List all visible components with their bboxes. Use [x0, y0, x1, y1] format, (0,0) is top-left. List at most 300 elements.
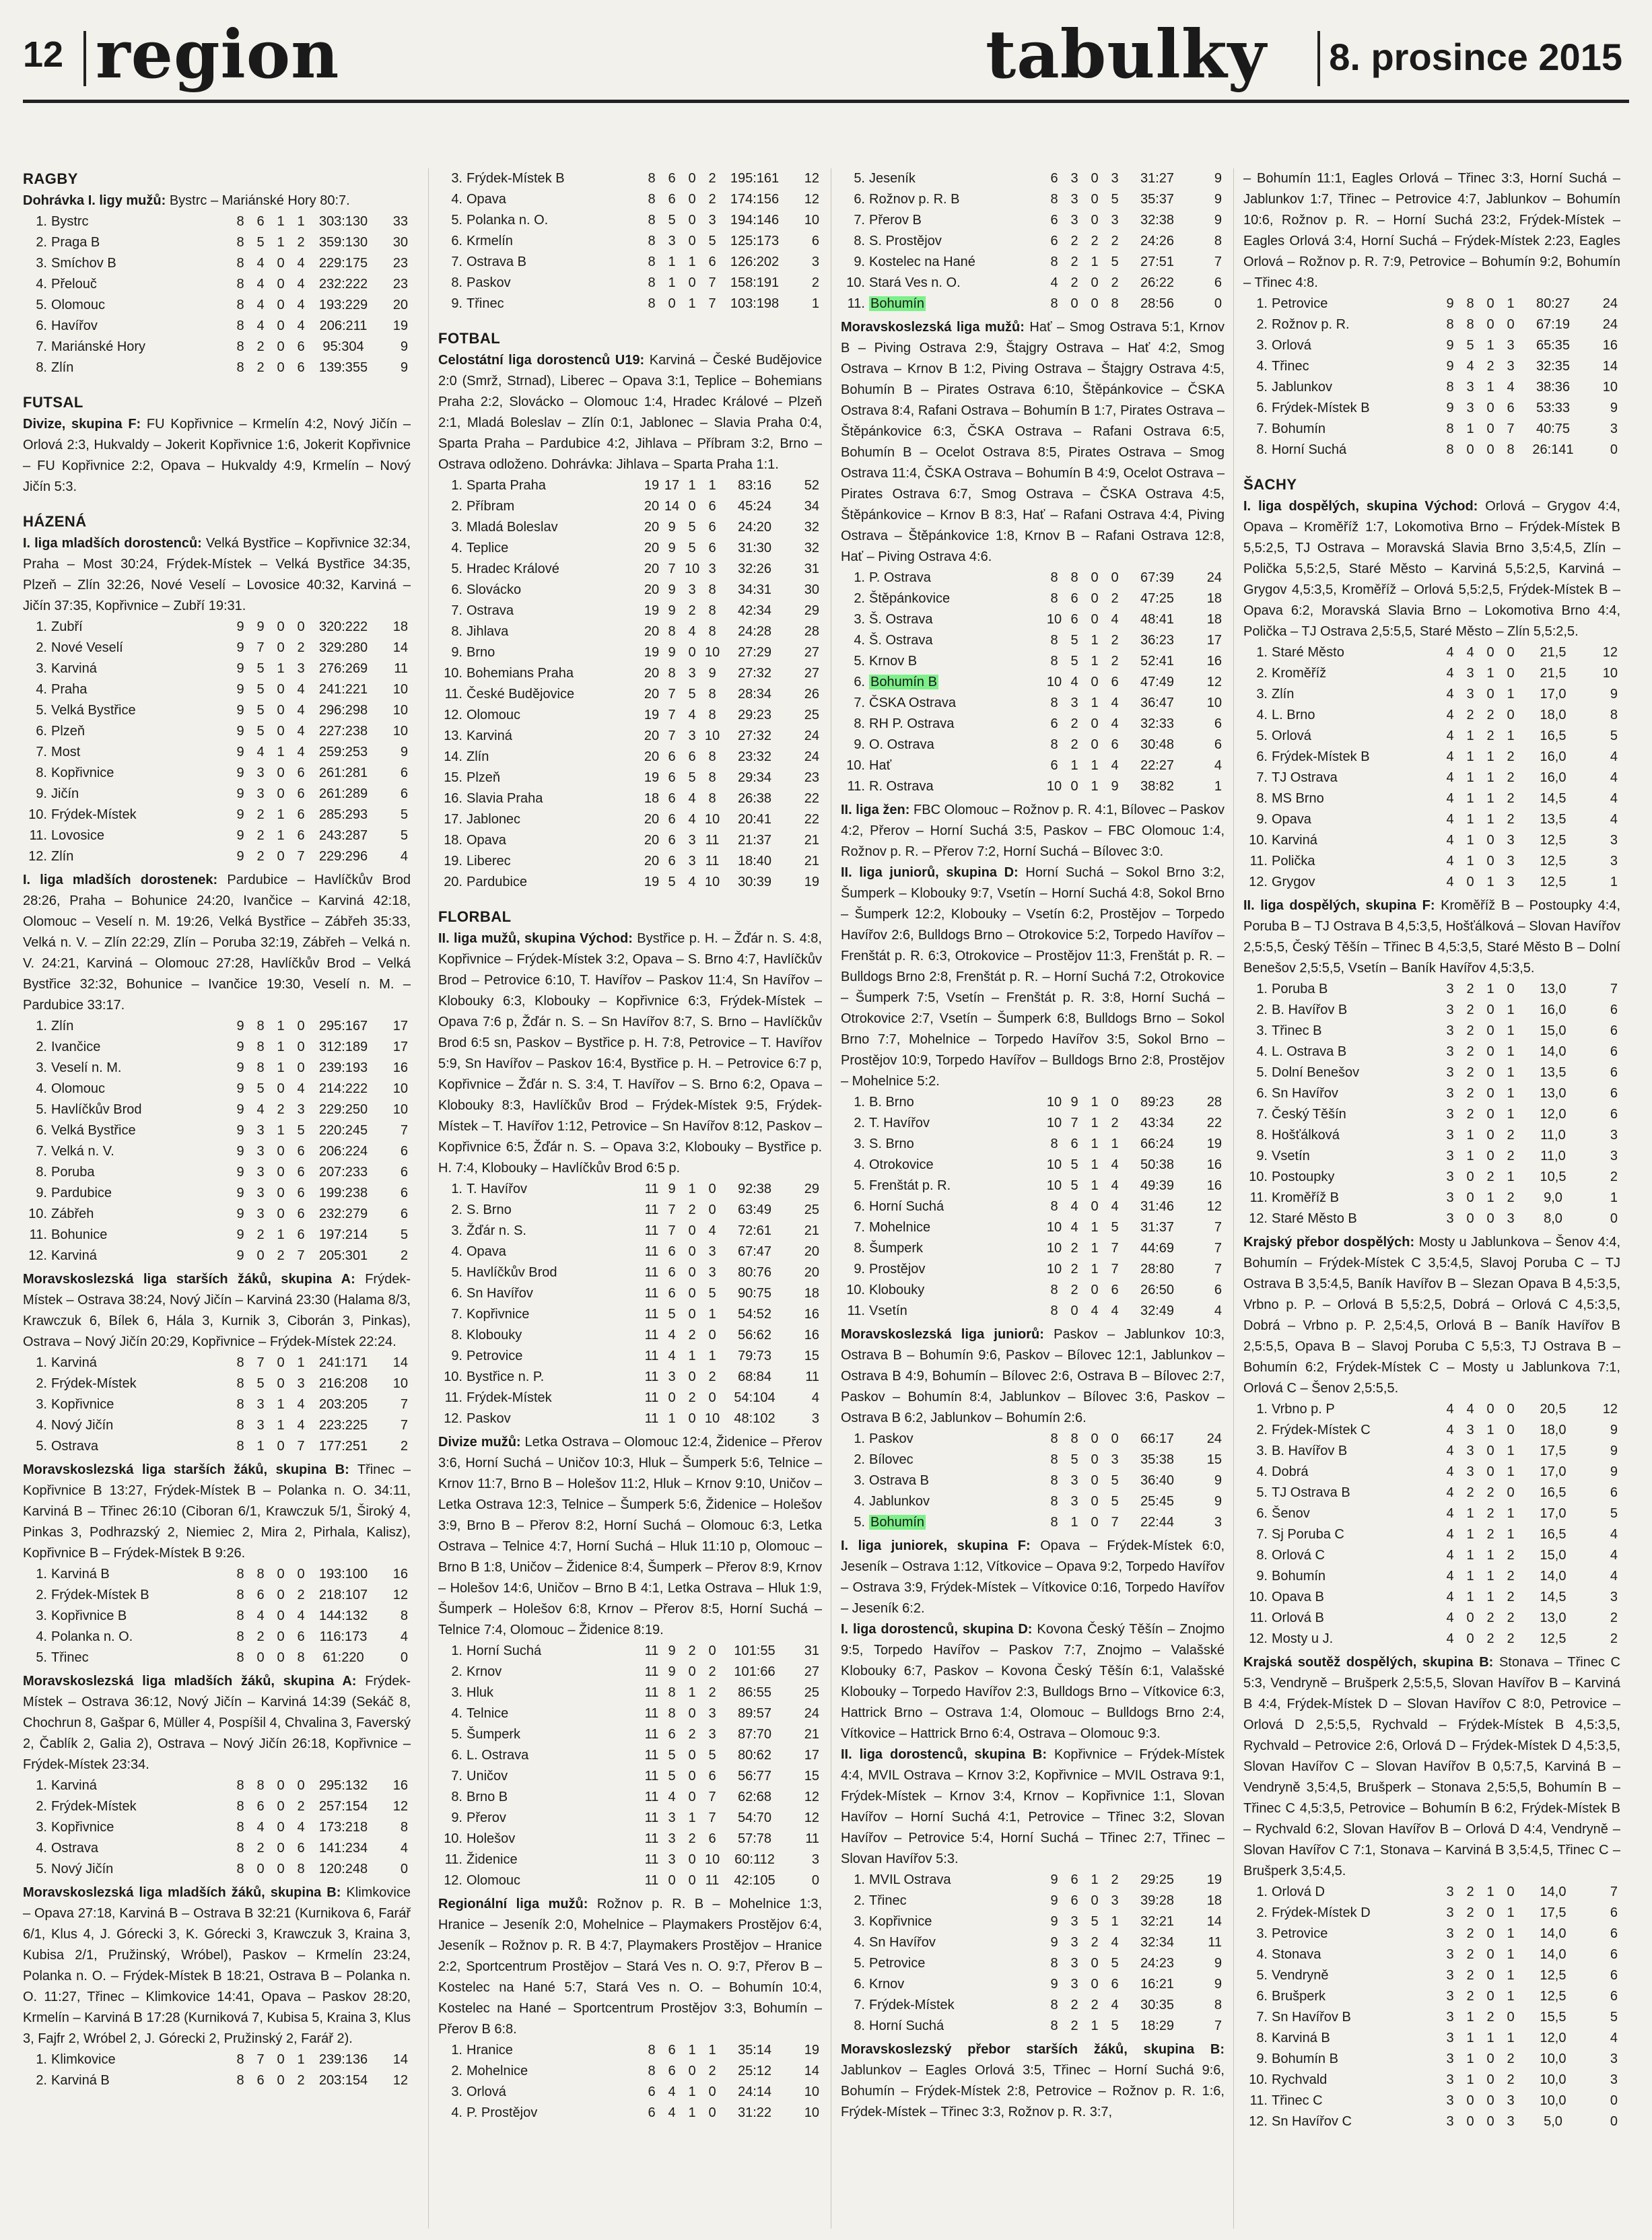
score: 32:38 — [1140, 213, 1175, 228]
standings-row — [1243, 1629, 1620, 1650]
draws: 3 — [688, 728, 696, 743]
score: 89:57 — [737, 1706, 772, 1721]
draws: 1 — [1486, 338, 1494, 353]
standings-row — [1243, 2049, 1620, 2070]
matches: 8 — [236, 1376, 244, 1391]
wins: 9 — [668, 603, 676, 618]
team-name: Ivančice — [51, 1040, 101, 1054]
points: 9 — [1214, 171, 1222, 186]
score: 95:304 — [322, 339, 364, 354]
matches: 20 — [644, 541, 660, 555]
rank: 5. — [854, 171, 865, 186]
wins: 1 — [1466, 2010, 1474, 2025]
standings-row — [1243, 1924, 1620, 1944]
losses: 1 — [1507, 1926, 1515, 1941]
wins: 3 — [668, 1369, 676, 1384]
score: 24:20 — [737, 520, 772, 535]
score: 30:39 — [737, 875, 772, 889]
score: 14,0 — [1540, 1926, 1567, 1941]
points: 8 — [1214, 234, 1222, 248]
score: 295:132 — [318, 1778, 368, 1793]
wins: 4 — [1466, 1402, 1474, 1417]
standings-row — [841, 1512, 1225, 1533]
standings-row — [841, 1932, 1225, 1953]
points: 25 — [804, 1685, 819, 1700]
score: 38:36 — [1536, 380, 1571, 395]
standings-row — [841, 1217, 1225, 1238]
score: 205:301 — [318, 1248, 368, 1263]
wins: 2 — [1070, 234, 1078, 248]
standings-row — [438, 231, 822, 252]
standings-row — [23, 1183, 411, 1204]
wins: 3 — [1466, 380, 1474, 395]
draws: 4 — [688, 791, 696, 806]
matches: 11 — [644, 1223, 659, 1238]
points: 7 — [1610, 982, 1618, 996]
team-name: Polanka n. O. — [467, 213, 549, 228]
losses: 1 — [1507, 1065, 1515, 1080]
losses: 1 — [297, 214, 305, 229]
wins: 3 — [1070, 1935, 1078, 1950]
draws: 1 — [1486, 875, 1494, 889]
wins: 6 — [668, 854, 676, 869]
team-name: Jablunkov — [869, 1494, 930, 1509]
losses: 4 — [297, 256, 305, 271]
team-name: Sn Havířov B — [1272, 2010, 1351, 2025]
losses: 0 — [1507, 708, 1515, 722]
team-name: Třinec C — [1272, 2093, 1323, 2108]
standings-row — [841, 609, 1225, 630]
points: 10 — [392, 1376, 408, 1391]
score: 32:21 — [1140, 1914, 1175, 1929]
draws: 0 — [277, 682, 285, 697]
losses: 5 — [297, 1123, 305, 1138]
losses: 11 — [705, 1873, 720, 1888]
team-name: Mladá Boleslav — [467, 520, 558, 535]
standings-table — [23, 617, 411, 867]
score: 16,0 — [1540, 1003, 1567, 1017]
standings-row — [438, 1766, 822, 1787]
rank: 11. — [1249, 1610, 1268, 1625]
wins: 6 — [668, 791, 676, 806]
points: 8 — [1610, 708, 1618, 722]
matches: 3 — [1446, 1169, 1454, 1184]
standings-row — [841, 1280, 1225, 1301]
matches: 9 — [236, 1165, 244, 1180]
score: 218:107 — [318, 1588, 368, 1602]
matches: 3 — [1446, 1128, 1454, 1143]
points: 3 — [811, 1411, 819, 1426]
wins: 1 — [1466, 791, 1474, 806]
matches: 11 — [644, 1202, 659, 1217]
team-name: Český Těšín — [1272, 1107, 1346, 1122]
score: 40:75 — [1536, 421, 1571, 436]
points: 12 — [392, 1799, 408, 1814]
losses: 4 — [1111, 1157, 1119, 1172]
losses: 0 — [1507, 317, 1515, 332]
standings-row — [1243, 830, 1620, 851]
points: 16 — [804, 1307, 819, 1322]
score: 26:141 — [1532, 442, 1574, 457]
wins: 8 — [668, 666, 676, 681]
publication-date: 8. prosince 2015 — [1329, 36, 1622, 78]
losses: 1 — [708, 2043, 716, 2058]
draws: 0 — [1486, 2051, 1494, 2066]
losses: 2 — [1507, 1590, 1515, 1604]
score: 14,5 — [1540, 1590, 1567, 1604]
points: 52 — [804, 478, 819, 493]
losses: 3 — [1507, 2114, 1515, 2129]
score: 312:189 — [318, 1040, 368, 1054]
rank: 4. — [36, 682, 47, 697]
team-name: Plzeň — [51, 724, 85, 739]
score: 243:287 — [318, 828, 368, 843]
points: 4 — [1610, 770, 1618, 785]
points: 22 — [1206, 1116, 1222, 1130]
draws: 1 — [1486, 812, 1494, 827]
rank: 1. — [36, 619, 47, 634]
losses: 6 — [708, 1831, 716, 1846]
points: 5 — [400, 828, 408, 843]
standings-row — [1243, 979, 1620, 1000]
rank: 9. — [451, 645, 462, 660]
team-name: Zubří — [51, 619, 83, 634]
wins: 6 — [668, 171, 676, 186]
wins: 3 — [1466, 1464, 1474, 1479]
points: 20 — [392, 298, 408, 312]
points: 12 — [1206, 1199, 1222, 1214]
rank: 12. — [1249, 875, 1268, 889]
draws: 10 — [684, 562, 700, 576]
losses: 6 — [297, 339, 305, 354]
rank: 20. — [444, 875, 462, 889]
standings-row — [841, 1911, 1225, 1932]
match-results: Frýdek-Místek – Ostrava 38:24, Nový Jičín – Karviná 23:30 (Halama 8/3, Krawczuk 6, Bílek 6, Hála 3, Kurnik 3, Ciborán 3, Pinkas), Ostrava – Nový Jičín 20:29, Kopřivnice – Frýdek-Místek 22:24. — [23, 1272, 411, 1349]
rank: 3. — [451, 2084, 462, 2099]
match-results: Bystrc – Mariánské Hory 80:7. — [169, 193, 350, 208]
league-name: I. liga dorostenců, skupina D: — [841, 1622, 1033, 1637]
score: 16,0 — [1540, 770, 1567, 785]
draws: 0 — [1486, 1003, 1494, 1017]
matches: 3 — [1446, 1086, 1454, 1101]
draws: 2 — [1486, 1527, 1494, 1542]
score: 29:25 — [1140, 1872, 1175, 1887]
league-name: I. liga mladších dorostenek: — [23, 873, 218, 887]
rank: 1. — [36, 2052, 47, 2067]
rank: 7. — [854, 1998, 865, 2012]
standings-row — [1243, 1021, 1620, 1042]
points: 0 — [1610, 442, 1618, 457]
points: 4 — [1610, 2031, 1618, 2045]
team-name: Olomouc — [467, 1873, 521, 1888]
losses: 4 — [297, 298, 305, 312]
wins: 0 — [256, 1862, 265, 1876]
draws: 0 — [1486, 1905, 1494, 1920]
rank: 2. — [451, 499, 462, 514]
team-name: S. Brno — [467, 1202, 512, 1217]
draws: 1 — [1091, 1136, 1099, 1151]
losses: 0 — [1507, 982, 1515, 996]
team-name: Grygov — [1272, 875, 1315, 889]
standings-row — [841, 1092, 1225, 1113]
losses: 0 — [1507, 645, 1515, 660]
rank: 11. — [1249, 854, 1268, 869]
wins: 1 — [1466, 1590, 1474, 1604]
wins: 4 — [256, 745, 265, 759]
points: 0 — [400, 1650, 408, 1665]
losses: 1 — [708, 1307, 716, 1322]
points: 6 — [400, 1186, 408, 1200]
results-paragraph — [438, 1432, 822, 1641]
standings-row — [23, 337, 411, 358]
wins: 9 — [668, 541, 676, 555]
team-name: Žďár n. S. — [467, 1223, 526, 1238]
points: 2 — [1610, 1169, 1618, 1184]
standings-table — [841, 1870, 1225, 2037]
losses: 5 — [1111, 254, 1119, 269]
matches: 9 — [1446, 296, 1454, 311]
team-name: R. Ostrava — [869, 779, 934, 794]
wins: 2 — [1466, 708, 1474, 722]
matches: 11 — [644, 1790, 659, 1804]
team-name: Ostrava B — [467, 254, 526, 269]
match-results: Orlová – Grygov 4:4, Opava – Kroměříž 1:7, Lokomotiva Brno – Frýdek-Místek B 5,5:2,5, TJ Ostrava – Moravská Slavia Brno 3,5:4,5, Zlín – Polička 5,5:2,5, Staré Město – Karviná 5,5:2,5, Karviná – Grygov 4,5:3,5, Kroměříž – Orlová 5,5:2,5, Frýdek-Místek B – Opava 6:2, Moravská Slavia Brno – Lokomotiva Brno 4:4, Polička – TJ Ostrava 2,5:5,5, Staré Město – Zlín 5,5:2,5. — [1243, 499, 1620, 639]
draws: 0 — [1091, 675, 1099, 689]
matches: 10 — [1046, 1157, 1062, 1172]
team-name: Frýdek-Místek — [467, 1390, 552, 1405]
points: 16 — [392, 1778, 408, 1793]
losses: 3 — [1507, 833, 1515, 848]
standings-table — [438, 1641, 822, 1891]
draws: 0 — [277, 1650, 285, 1665]
score: 12,5 — [1540, 854, 1567, 869]
rank: 18. — [444, 833, 462, 848]
losses: 8 — [708, 624, 716, 639]
standings-row — [23, 2070, 411, 2091]
score: 116:173 — [319, 1629, 368, 1644]
team-name: Vsetín — [1272, 1149, 1310, 1163]
points: 16 — [1206, 1178, 1222, 1193]
wins: 8 — [668, 1685, 676, 1700]
wins: 6 — [1070, 1872, 1078, 1887]
score: 10,0 — [1540, 2051, 1567, 2066]
score: 320:222 — [318, 619, 368, 634]
matches: 8 — [1050, 1283, 1058, 1297]
masthead-divider — [83, 31, 86, 86]
draws: 2 — [1091, 1998, 1099, 2012]
rank: 11. — [1249, 1190, 1268, 1205]
team-name: Havířov — [51, 318, 98, 333]
score: 296:298 — [318, 703, 368, 718]
team-name: Karviná — [1272, 833, 1317, 848]
rank: 8. — [451, 1790, 462, 1804]
league-name: II. liga dospělých, skupina F: — [1243, 898, 1435, 913]
points: 15 — [1206, 1452, 1222, 1467]
losses: 2 — [708, 1369, 716, 1384]
standings-row — [438, 1641, 822, 1662]
team-name: Zlín — [51, 849, 74, 864]
rank: 10. — [444, 666, 462, 681]
losses: 6 — [708, 1769, 716, 1784]
draws: 0 — [1091, 716, 1099, 731]
sport-heading: RAGBY — [23, 170, 78, 187]
score: 35:37 — [1140, 192, 1175, 207]
standings-row — [841, 1301, 1225, 1322]
matches: 9 — [236, 1102, 244, 1117]
wins: 2 — [1466, 1989, 1474, 2004]
wins: 2 — [1466, 1968, 1474, 1983]
losses: 2 — [297, 640, 305, 655]
draws: 1 — [277, 235, 285, 250]
wins: 1 — [668, 1411, 676, 1426]
matches: 9 — [1050, 1893, 1058, 1908]
rank: 5. — [36, 1650, 47, 1665]
rank: 1. — [36, 1355, 47, 1370]
standings-row — [23, 1016, 411, 1037]
standings-row — [23, 638, 411, 658]
wins: 4 — [668, 1349, 676, 1363]
team-name — [869, 294, 1044, 314]
results-paragraph — [1243, 496, 1620, 642]
draws: 4 — [1091, 1303, 1099, 1318]
draws: 0 — [1091, 275, 1099, 290]
wins: 3 — [256, 1418, 265, 1433]
team-name: Nový Jičín — [51, 1862, 114, 1876]
points: 3 — [1610, 1590, 1618, 1604]
standings-row — [1243, 1104, 1620, 1125]
losses: 7 — [297, 849, 305, 864]
match-results: Mosty u Jablunkova – Šenov 4:4, Bohumín – Frýdek-Místek C 3,5:4,5, Slavoj Poruba C – TJ Ostrava B 3,5:4,5, Baník Havířov B – Slezan Opava B 4,5:3,5, Vrbno p. P. – Orlová B 5,5:2,5, Dobrá – Orlová C 4,5:3,5, Dobrá – Vrbno p. P. 2,5:4,5, Orlová B – Baník Havířov B 2,5:5,5, Opava B – Slavoj Poruba C 5,5:3, TJ Ostrava B – Bohumín 6:2, Frýdek-Místek C – Mosty u Jablunkova 7:1, Orlová C – Šenov 2,5:5,5. — [1243, 1235, 1620, 1396]
standings-row — [1243, 1944, 1620, 1965]
matches: 3 — [1446, 1905, 1454, 1920]
wins: 6 — [668, 1265, 676, 1280]
wins: 6 — [1070, 1893, 1078, 1908]
matches: 9 — [236, 1060, 244, 1075]
matches: 4 — [1446, 749, 1454, 764]
wins: 2 — [1070, 275, 1078, 290]
draws: 0 — [1486, 317, 1494, 332]
matches: 4 — [1446, 728, 1454, 743]
standings-row — [23, 679, 411, 700]
rank: 10. — [846, 275, 865, 290]
rank: 6. — [1256, 401, 1268, 415]
draws: 0 — [277, 1207, 285, 1221]
points: 4 — [1214, 1303, 1222, 1318]
team-name: Praha — [51, 682, 88, 697]
draws: 0 — [688, 499, 696, 514]
points: 9 — [1610, 1464, 1618, 1479]
team-name: Š. Ostrava — [869, 633, 933, 648]
team-name: Sn Havířov — [467, 1286, 533, 1301]
losses: 3 — [1507, 875, 1515, 889]
losses: 2 — [1507, 749, 1515, 764]
wins: 8 — [256, 1778, 265, 1793]
points: 9 — [1610, 1423, 1618, 1437]
losses: 3 — [1507, 338, 1515, 353]
standings-row — [438, 168, 822, 189]
team-name: Poruba B — [1272, 982, 1328, 996]
standings-row — [438, 1221, 822, 1242]
highlighted-team: Bohumín B — [870, 675, 937, 689]
score: 35:38 — [1140, 1452, 1175, 1467]
matches: 9 — [236, 786, 244, 801]
losses: 8 — [297, 1862, 305, 1876]
draws: 3 — [688, 833, 696, 848]
matches: 9 — [1050, 1977, 1058, 1992]
draws: 1 — [688, 254, 696, 269]
matches: 8 — [236, 1862, 244, 1876]
losses: 5 — [1111, 2018, 1119, 2033]
draws: 0 — [1486, 687, 1494, 702]
points: 4 — [1610, 1548, 1618, 1563]
matches: 8 — [236, 235, 244, 250]
score: 195:161 — [730, 171, 780, 186]
rank: 4. — [854, 1935, 865, 1950]
points: 2 — [1610, 1631, 1618, 1646]
rank: 3. — [1256, 1926, 1268, 1941]
draws: 1 — [277, 1123, 285, 1138]
team-name: B. Havířov B — [1272, 1444, 1348, 1458]
standings-row — [438, 663, 822, 684]
rank: 6. — [36, 1123, 47, 1138]
score: 12,5 — [1540, 833, 1567, 848]
score: 17,5 — [1540, 1444, 1567, 1458]
matches: 9 — [236, 703, 244, 718]
rank: 12. — [1249, 1631, 1268, 1646]
wins: 0 — [1466, 2114, 1474, 2129]
points: 6 — [1610, 1065, 1618, 1080]
score: 223:225 — [318, 1418, 368, 1433]
matches: 8 — [648, 2064, 656, 2078]
rank: 10. — [1249, 833, 1268, 848]
score: 54:52 — [737, 1307, 772, 1322]
score: 126:202 — [730, 254, 780, 269]
score: 54:70 — [737, 1810, 772, 1825]
wins: 6 — [668, 749, 676, 764]
matches: 4 — [1446, 666, 1454, 681]
matches: 11 — [644, 1265, 659, 1280]
standings-row — [438, 788, 822, 809]
points: 9 — [400, 339, 408, 354]
wins: 4 — [668, 2084, 676, 2099]
losses: 2 — [1111, 654, 1119, 669]
matches: 9 — [236, 766, 244, 780]
wins: 3 — [668, 1852, 676, 1867]
losses: 6 — [297, 766, 305, 780]
losses: 2 — [1111, 633, 1119, 648]
losses: 2 — [1507, 1631, 1515, 1646]
matches: 9 — [236, 1019, 244, 1033]
rank: 7. — [854, 1220, 865, 1235]
draws: 4 — [688, 812, 696, 827]
team-name: Bohumín B — [1272, 2051, 1338, 2066]
rank: 7. — [451, 254, 462, 269]
team-name: Plzeň — [467, 770, 501, 785]
standings-row — [23, 1648, 411, 1668]
draws: 1 — [1486, 749, 1494, 764]
matches: 4 — [1446, 1631, 1454, 1646]
team-name: Židenice — [467, 1852, 518, 1867]
draws: 0 — [277, 1567, 285, 1582]
matches: 8 — [236, 2052, 244, 2067]
matches: 3 — [1446, 2031, 1454, 2045]
losses: 8 — [708, 770, 716, 785]
draws: 1 — [1486, 1590, 1494, 1604]
wins: 6 — [668, 1244, 676, 1259]
losses: 10 — [704, 645, 720, 660]
points: 12 — [804, 1790, 819, 1804]
matches: 8 — [236, 1778, 244, 1793]
